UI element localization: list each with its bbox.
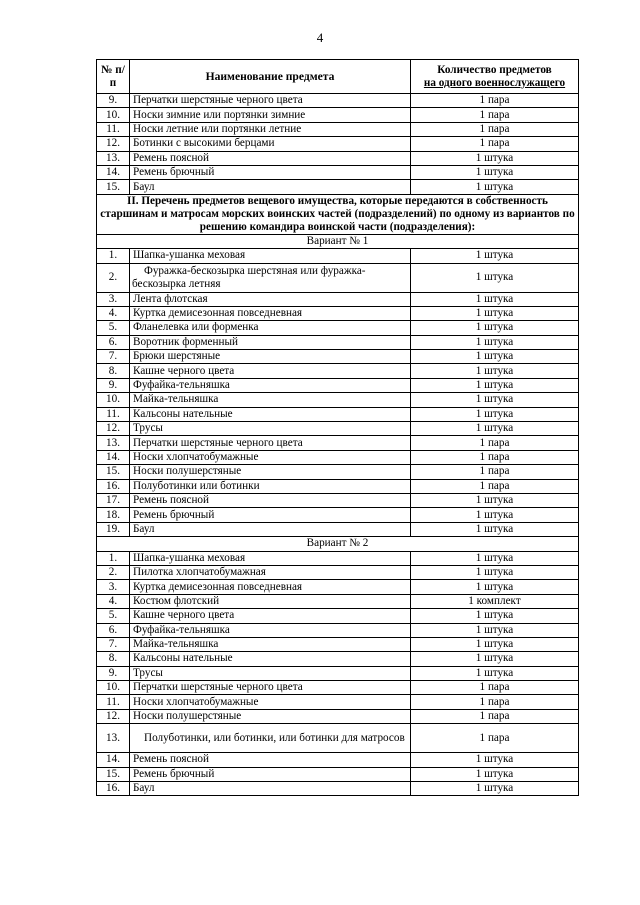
table-row	[97, 122, 579, 136]
table-row	[97, 493, 579, 507]
row-number: 13.	[97, 151, 130, 165]
row-number: 19.	[97, 522, 130, 536]
row-number: 7.	[97, 637, 130, 651]
row-item-name: Носки хлопчатобумажные	[130, 450, 411, 464]
row-item-name: Кальсоны нательные	[130, 652, 411, 666]
row-number: 14.	[97, 450, 130, 464]
row-item-name: Носки летние или портянки летние	[130, 122, 411, 136]
row-quantity: 1 штука	[411, 652, 579, 666]
row-quantity: 1 пара	[411, 709, 579, 723]
row-item-name: Пилотка хлопчатобумажная	[130, 565, 411, 579]
table-row	[97, 249, 579, 263]
row-item-name: Кашне черного цвета	[130, 364, 411, 378]
row-item-name: Трусы	[130, 422, 411, 436]
row-item-name: Кальсоны нательные	[130, 407, 411, 421]
row-quantity: 1 комплект	[411, 594, 579, 608]
row-item-name: Ремень поясной	[130, 753, 411, 767]
table-row	[97, 94, 579, 108]
row-item-name: Носки полушерстяные	[130, 465, 411, 479]
row-item-name: Носки хлопчатобумажные	[130, 695, 411, 709]
row-number: 9.	[97, 666, 130, 680]
row-quantity: 1 штука	[411, 580, 579, 594]
table-row	[97, 580, 579, 594]
page-number: 4	[316, 30, 324, 45]
table-row	[97, 522, 579, 536]
table-row	[97, 350, 579, 364]
row-item-name: Майка-тельняшка	[130, 637, 411, 651]
row-quantity: 1 штука	[411, 292, 579, 306]
row-item-name: Перчатки шерстяные черного цвета	[130, 681, 411, 695]
row-quantity: 1 штука	[411, 407, 579, 421]
row-quantity: 1 штука	[411, 508, 579, 522]
table-row	[97, 479, 579, 493]
row-item-name: Воротник форменный	[130, 335, 411, 349]
row-number: 12.	[97, 709, 130, 723]
table-row	[97, 436, 579, 450]
row-number: 8.	[97, 652, 130, 666]
row-number: 15.	[97, 767, 130, 781]
row-number: 7.	[97, 350, 130, 364]
row-quantity: 1 пара	[411, 108, 579, 122]
row-number: 2.	[97, 263, 130, 292]
row-number: 18.	[97, 508, 130, 522]
row-quantity: 1 пара	[411, 137, 579, 151]
row-item-name: Ремень поясной	[130, 493, 411, 507]
table-row	[97, 137, 579, 151]
items-table	[96, 59, 579, 796]
table-row	[97, 407, 579, 421]
table-row	[97, 594, 579, 608]
row-quantity: 1 пара	[411, 695, 579, 709]
row-number: 11.	[97, 122, 130, 136]
row-number: 17.	[97, 493, 130, 507]
row-number: 5.	[97, 321, 130, 335]
row-item-name: Кашне черного цвета	[130, 609, 411, 623]
table-row	[97, 565, 579, 579]
table-row	[97, 709, 579, 723]
row-number: 15.	[97, 465, 130, 479]
row-quantity: 1 штука	[411, 393, 579, 407]
table-row	[97, 551, 579, 565]
row-item-name: Перчатки шерстяные черного цвета	[130, 94, 411, 108]
table-row	[97, 666, 579, 680]
row-number: 15.	[97, 180, 130, 194]
row-item-name: Шапка-ушанка меховая	[130, 551, 411, 565]
row-quantity: 1 штука	[411, 364, 579, 378]
row-number: 1.	[97, 249, 130, 263]
table-row	[97, 292, 579, 306]
row-number: 4.	[97, 306, 130, 320]
table-row	[97, 151, 579, 165]
row-number: 12.	[97, 422, 130, 436]
row-quantity: 1 пара	[411, 436, 579, 450]
table-row	[97, 393, 579, 407]
row-quantity: 1 штука	[411, 666, 579, 680]
row-quantity: 1 штука	[411, 623, 579, 637]
table-row	[97, 450, 579, 464]
table-row	[97, 306, 579, 320]
row-number: 5.	[97, 609, 130, 623]
table-row	[97, 609, 579, 623]
variant2-title-row	[97, 537, 579, 551]
row-item-name: Брюки шерстяные	[130, 350, 411, 364]
row-quantity: 1 пара	[411, 122, 579, 136]
row-quantity: 1 штука	[411, 753, 579, 767]
row-quantity: 1 штука	[411, 522, 579, 536]
row-item-name: Фуфайка-тельняшка	[130, 378, 411, 392]
row-number: 10.	[97, 393, 130, 407]
row-item-name: Носки зимние или портянки зимние	[130, 108, 411, 122]
row-item-name: Ремень поясной	[130, 151, 411, 165]
row-item-name: Полуботинки или ботинки	[130, 479, 411, 493]
header-qty-line1: Количество предметов	[437, 63, 552, 76]
table-row	[97, 422, 579, 436]
row-quantity: 1 пара	[411, 724, 579, 753]
row-quantity: 1 пара	[411, 479, 579, 493]
row-item-name: Майка-тельняшка	[130, 393, 411, 407]
table-row	[97, 753, 579, 767]
row-number: 3.	[97, 292, 130, 306]
row-item-name: Трусы	[130, 666, 411, 680]
variant1-rows	[97, 249, 579, 537]
row-number: 9.	[97, 378, 130, 392]
row-item-name: Куртка демисезонная повседневная	[130, 306, 411, 320]
row-quantity: 1 штука	[411, 321, 579, 335]
variant1-title: Вариант № 1	[97, 234, 579, 248]
row-quantity: 1 штука	[411, 378, 579, 392]
variant2-title: Вариант № 2	[97, 537, 579, 551]
table-row	[97, 108, 579, 122]
row-item-name: Баул	[130, 782, 411, 796]
table-row	[97, 263, 579, 292]
row-number: 3.	[97, 580, 130, 594]
row-quantity: 1 штука	[411, 180, 579, 194]
row-item-name: Носки полушерстяные	[130, 709, 411, 723]
table-row	[97, 335, 579, 349]
row-number: 14.	[97, 753, 130, 767]
row-quantity: 1 штука	[411, 335, 579, 349]
table-row	[97, 321, 579, 335]
table-row	[97, 767, 579, 781]
table-row	[97, 724, 579, 753]
row-quantity: 1 штука	[411, 565, 579, 579]
row-quantity: 1 штука	[411, 637, 579, 651]
row-quantity: 1 пара	[411, 465, 579, 479]
row-item-name: Костюм флотский	[130, 594, 411, 608]
row-number: 11.	[97, 695, 130, 709]
row-quantity: 1 пара	[411, 450, 579, 464]
table-row	[97, 465, 579, 479]
row-number: 16.	[97, 782, 130, 796]
row-item-name: Ботинки с высокими берцами	[130, 137, 411, 151]
row-item-name: Фуфайка-тельняшка	[130, 623, 411, 637]
row-number: 4.	[97, 594, 130, 608]
row-number: 9.	[97, 94, 130, 108]
table-row	[97, 180, 579, 194]
row-item-name: Лента флотская	[130, 292, 411, 306]
row-quantity: 1 штука	[411, 306, 579, 320]
variant1-title-row	[97, 234, 579, 248]
row-quantity: 1 штука	[411, 551, 579, 565]
table-row	[97, 782, 579, 796]
row-quantity: 1 штука	[411, 782, 579, 796]
row-quantity: 1 штука	[411, 249, 579, 263]
section2-title-row	[97, 194, 579, 234]
row-item-name: Фланелевка или форменка	[130, 321, 411, 335]
table-row	[97, 695, 579, 709]
row-quantity: 1 пара	[411, 94, 579, 108]
row-quantity: 1 пара	[411, 681, 579, 695]
row-quantity: 1 штука	[411, 422, 579, 436]
row-item-name: Перчатки шерстяные черного цвета	[130, 436, 411, 450]
row-number: 14.	[97, 165, 130, 179]
header-qty-line2: на одного военнослужащего	[423, 76, 566, 89]
variant2-rows	[97, 551, 579, 796]
header-num: № п/п	[97, 60, 130, 94]
row-number: 2.	[97, 565, 130, 579]
table-row	[97, 165, 579, 179]
section2-title: II. Перечень предметов вещевого имущества, которые передаются в собственность старшинам и матросам морских воинских частей (подразделений) по одному из вариантов по решению командира воинской части (подразделения):	[97, 194, 579, 234]
row-item-name: Фуражка-бескозырка шерстяная или фуражка-бескозырка летняя	[130, 263, 411, 292]
row-number: 6.	[97, 335, 130, 349]
table-row	[97, 623, 579, 637]
row-quantity: 1 штука	[411, 151, 579, 165]
header-name: Наименование предмета	[130, 60, 411, 94]
table-row	[97, 681, 579, 695]
row-quantity: 1 штука	[411, 263, 579, 292]
row-number: 10.	[97, 108, 130, 122]
row-item-name: Баул	[130, 180, 411, 194]
row-item-name: Шапка-ушанка меховая	[130, 249, 411, 263]
row-item-name: Ремень брючный	[130, 767, 411, 781]
table-row	[97, 364, 579, 378]
row-item-name: Баул	[130, 522, 411, 536]
header-qty	[411, 60, 579, 94]
row-number: 16.	[97, 479, 130, 493]
row-number: 12.	[97, 137, 130, 151]
row-quantity: 1 штука	[411, 493, 579, 507]
section2-heading	[97, 194, 579, 248]
row-item-name: Ремень брючный	[130, 165, 411, 179]
row-number: 1.	[97, 551, 130, 565]
row-number: 13.	[97, 724, 130, 753]
row-quantity: 1 штука	[411, 767, 579, 781]
table-header-row	[97, 60, 579, 94]
row-quantity: 1 штука	[411, 609, 579, 623]
row-item-name: Куртка демисезонная повседневная	[130, 580, 411, 594]
table-row	[97, 508, 579, 522]
variant2-heading	[97, 537, 579, 551]
row-number: 8.	[97, 364, 130, 378]
table-row	[97, 378, 579, 392]
row-quantity: 1 штука	[411, 165, 579, 179]
row-number: 10.	[97, 681, 130, 695]
row-number: 13.	[97, 436, 130, 450]
row-number: 6.	[97, 623, 130, 637]
row-quantity: 1 штука	[411, 350, 579, 364]
row-item-name: Полуботинки, или ботинки, или ботинки для матросов	[130, 724, 411, 753]
row-item-name: Ремень брючный	[130, 508, 411, 522]
row-number: 11.	[97, 407, 130, 421]
table-row	[97, 637, 579, 651]
table-row	[97, 652, 579, 666]
part1-rows	[97, 94, 579, 195]
